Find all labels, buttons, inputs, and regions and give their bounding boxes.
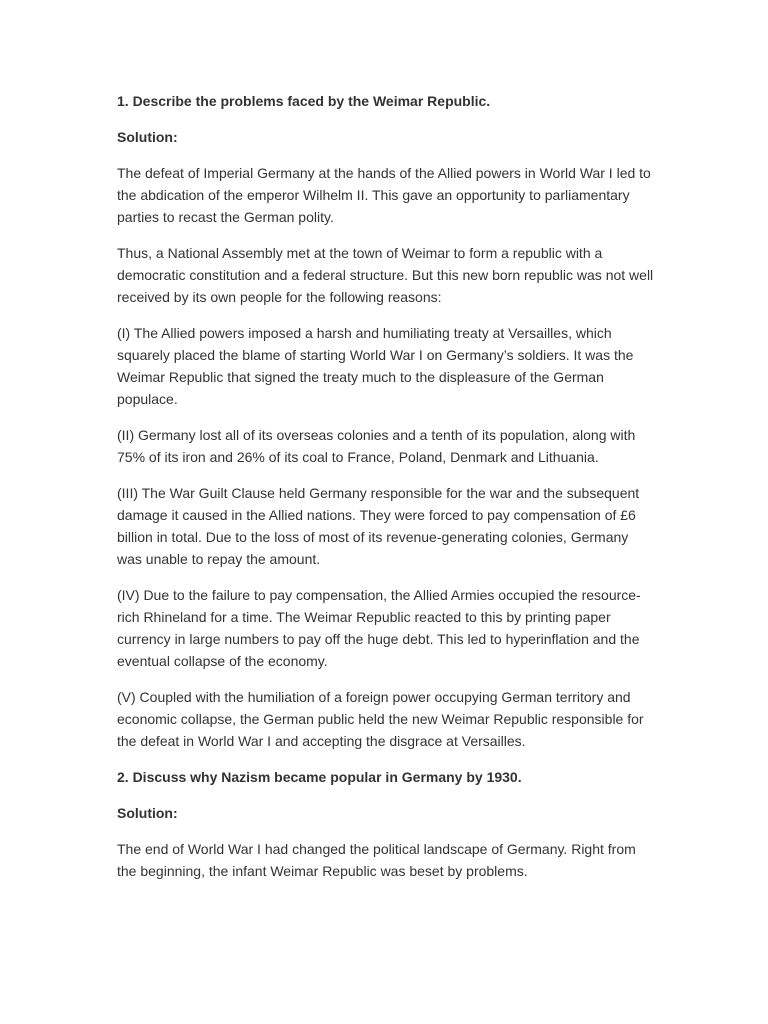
q1-paragraph-6: (IV) Due to the failure to pay compensation, the Allied Armies occupied the resource-rich Rhineland for a time. The Weimar Republic reacted to this by printing paper currency in large numbers to pay off the huge debt. This led to hyperinflation and the eventual collapse of the economy.: [117, 587, 641, 669]
question-2-heading: 2. Discuss why Nazism became popular in Germany by 1930.: [117, 769, 522, 785]
q1-paragraph-7: (V) Coupled with the humiliation of a foreign power occupying German territory and economic collapse, the German public held the new Weimar Republic responsible for the defeat in World War I and accepting the disgrace at Versailles.: [117, 689, 644, 749]
question-2-solution-label: Solution:: [117, 805, 178, 821]
q1-paragraph-4: (II) Germany lost all of its overseas colonies and a tenth of its population, along with 75% of its iron and 26% of its coal to France, Poland, Denmark and Lithuania.: [117, 427, 636, 465]
q1-paragraph-1: The defeat of Imperial Germany at the hands of the Allied powers in World War I led to the abdication of the emperor Wilhelm II. This gave an opportunity to parliamentary parties to recast the German polity.: [117, 165, 651, 225]
q1-paragraph-5: (III) The War Guilt Clause held Germany responsible for the war and the subsequent damage it caused in the Allied nations. They were forced to pay compensation of £6 billion in total. Due to the loss of most of its revenue-generating colonies, Germany was unable to repay the amount.: [117, 485, 640, 567]
document-page: [117, 90, 657, 896]
q2-paragraph-1: The end of World War I had changed the political landscape of Germany. Right from the beginning, the infant Weimar Republic was beset by problems.: [117, 841, 636, 879]
q1-paragraph-3: (I) The Allied powers imposed a harsh and humiliating treaty at Versailles, which squarely placed the blame of starting World War I on Germany’s soldiers. It was the Weimar Republic that signed the treaty much to the displeasure of the German populace.: [117, 325, 634, 407]
question-1-solution-label: Solution:: [117, 129, 178, 145]
question-1-heading: 1. Describe the problems faced by the Weimar Republic.: [117, 93, 491, 109]
q1-paragraph-2: Thus, a National Assembly met at the town of Weimar to form a republic with a democratic constitution and a federal structure. But this new born republic was not well received by its own people for the following reasons:: [117, 245, 654, 305]
